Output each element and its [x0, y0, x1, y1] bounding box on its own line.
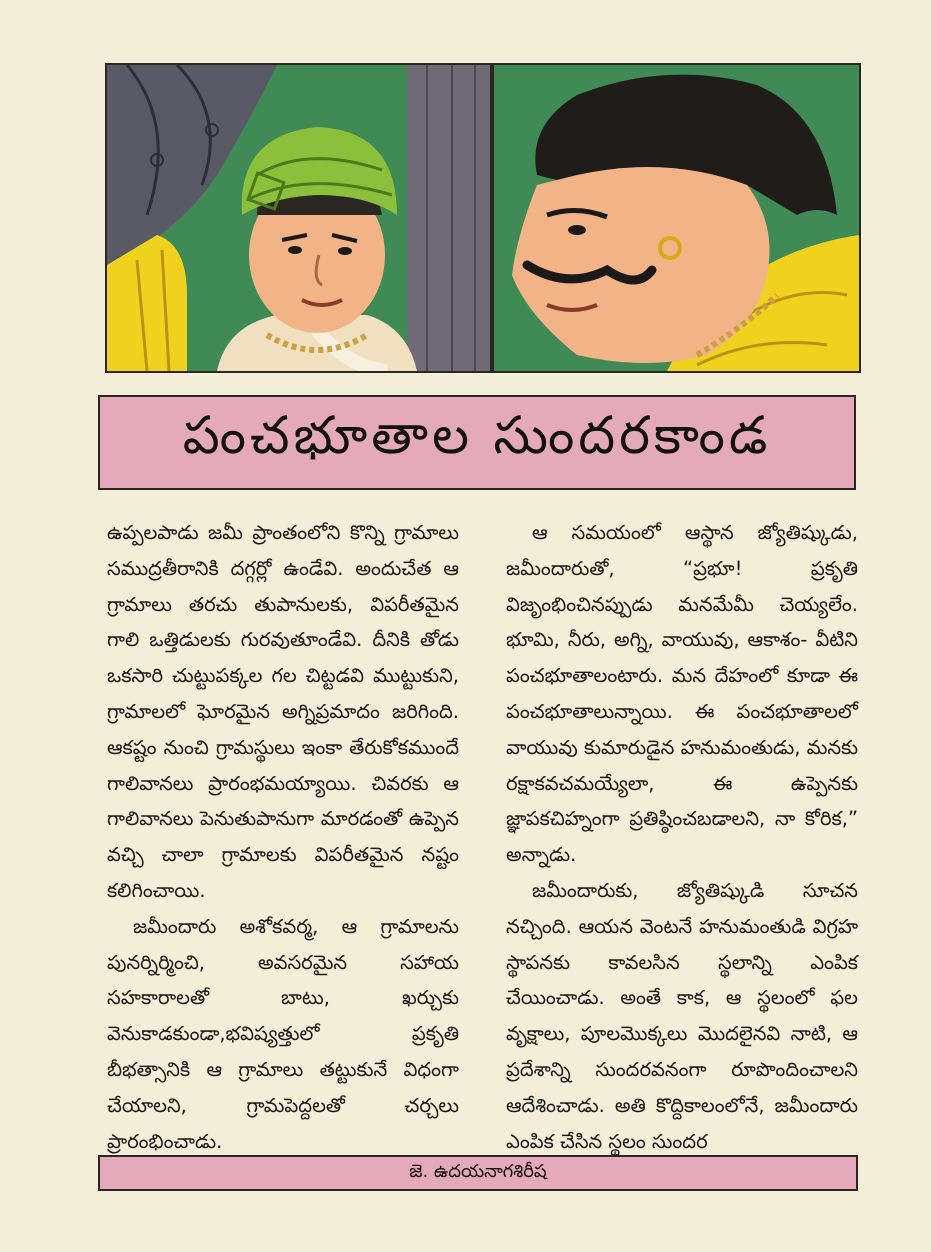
- title-banner: [98, 395, 856, 490]
- paragraph: జమీందారుకు, జ్యోతిష్కుడి సూచన నచ్చింది. ఆయన వెంటనే హనుమంతుడి విగ్రహ స్థాపనకు కావలసిన స్థలాన్ని ఎంపిక చేయించాడు. అంతే కాక, ఆ స్థలంలో ఫల వృక్షాలు, పూలమొక్కలు మొదలైనవి నాటి, ఆ ప్రదేశాన్ని సుందరవనంగా రూపొందించాలని ఆదేశించాడు. అతి కొద్దికాలంలోనే, జమీందారు ఎంపిక చేసిన స్థలం సుందర: [506, 878, 858, 1153]
- paragraph: జమీందారు అశోకవర్మ, ఆ గ్రామాలను పునర్నిర్మించి, అవసరమైన సహాయ సహకారాలతో బాటు, ఖర్చుకు వెనుకాడకుండా,భవిష్యత్తులో ప్రకృతి బీభత్సానికి ఆ గ్రామాలు తట్టుకునే విధంగా చేయాలని, గ్రామపెద్దలతో చర్చలు ప్రారంభించాడు.: [107, 914, 459, 1153]
- story-illustration: [105, 63, 861, 373]
- author-name: జె. ఉదయనాగశిరీష: [409, 1160, 547, 1182]
- right-column: [506, 515, 858, 1159]
- story-title: పంచభూతాల సుందరకాండ: [182, 406, 772, 466]
- paragraph: ఆ సమయంలో ఆస్థాన జ్యోతిష్కుడు, జమీందారుతో, “ప్రభూ! ప్రకృతి విజృంభించినప్పుడు మనమేమీ చెయ్యలేం. భూమి, నీరు, అగ్ని, వాయువు, ఆకాశం- వీటిని పంచభూతాలంటారు. మన దేహంలో కూడా ఈ పంచభూతాలున్నాయి. ఈ పంచభూతాలలో వాయువు కుమారుడైన హనుమంతుడు, మనకు రక్షాకవచమయ్యేలా, ఈ ఉప్పెనకు జ్ఞాపకచిహ్నంగా ప్రతిష్ఠించబడాలని, నా కోరిక,” అన్నాడు.: [506, 521, 858, 867]
- pillar: [407, 65, 492, 371]
- paragraph: ఉప్పలపాడు జమీ ప్రాంతంలోని కొన్ని గ్రామాలు సముద్రతీరానికి దగ్గర్లో ఉండేవి. అందుచేత ఆ గ్రామాలు తరచు తుపానులకు, విపరీతమైన గాలి ఒత్తిడులకు గురవుతూండేవి. దీనికి తోడు ఒకసారి చుట్టుపక్కల గల చిట్టడవి ముట్టుకుని, గ్రామాలలో ఘోరమైన అగ్నిప్రమాదం జరిగింది. ఆకష్టం నుంచి గ్రామస్థులు ఇంకా తేరుకోకముందే గాలివానలు ప్రారంభమయ్యాయి. చివరకు ఆ గాలివానలు పెనుతుపానుగా మారడంతో ఉప్పెన వచ్చి చాలా గ్రామాలకు విపరీతమైన నష్టం కలిగించాయి.: [107, 521, 459, 902]
- author-banner: [98, 1155, 858, 1191]
- left-column: [107, 515, 459, 1159]
